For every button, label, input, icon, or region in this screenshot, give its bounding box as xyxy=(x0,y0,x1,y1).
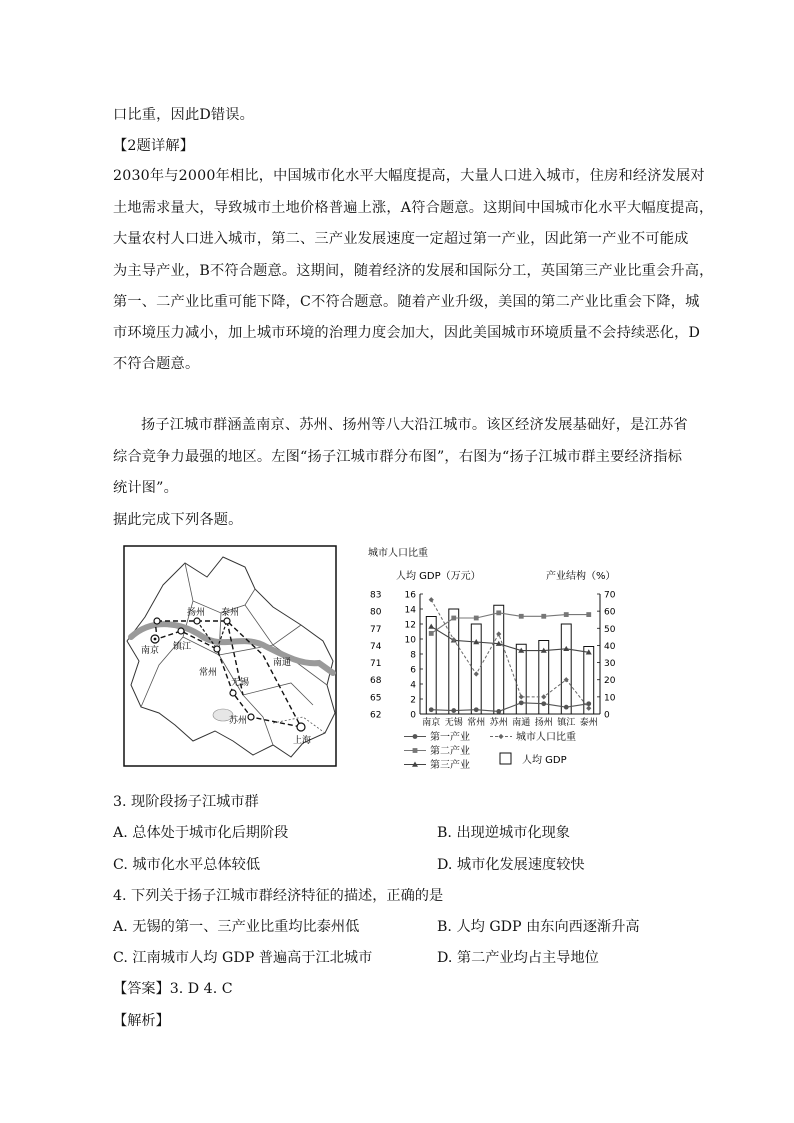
question-3: 3. 现阶段扬子江城市群 xyxy=(113,794,259,810)
map-label: 上海 xyxy=(293,736,312,746)
map-label: 南京 xyxy=(141,646,160,656)
gdp-tick-label: 8 xyxy=(410,650,416,661)
city-marker xyxy=(154,618,160,624)
industry-tick-label: 20 xyxy=(604,676,616,687)
secondary-industry-point xyxy=(586,612,591,617)
question-4: 4. 下列关于扬子江城市群经济特征的描述，正确的是 xyxy=(113,888,444,904)
city-marker xyxy=(297,723,305,731)
text-line: 口比重，因此D错误。 xyxy=(113,107,255,123)
city-marker xyxy=(214,646,220,652)
gdp-tick-label: 12 xyxy=(404,620,416,631)
pop-tick-label: 77 xyxy=(370,624,382,635)
primary-industry-point xyxy=(586,701,591,706)
secondary-industry-swatch-marker xyxy=(413,748,418,753)
category-label: 南京 xyxy=(422,718,441,728)
gdp-tick-label: 2 xyxy=(410,695,416,706)
map-label: 镇江 xyxy=(173,642,192,652)
gdp-tick-label: 14 xyxy=(404,605,416,616)
map-label: 常州 xyxy=(199,668,218,678)
instruction: 据此完成下列各题。 xyxy=(113,512,243,528)
gdp-legend-swatch xyxy=(500,753,511,764)
secondary-industry-point xyxy=(451,616,456,621)
category-label: 无锡 xyxy=(444,718,463,728)
primary-industry-point xyxy=(496,709,501,714)
primary-industry-point xyxy=(429,707,434,712)
text-line: 不符合题意。 xyxy=(113,356,200,372)
text-line: 大量农村人口进入城市，第二、三产业发展速度一定超过第一产业，因此第一产业不可能成 xyxy=(113,231,689,247)
industry-tick-label: 10 xyxy=(604,693,616,704)
category-label: 扬州 xyxy=(534,718,553,728)
pop-tick-label: 80 xyxy=(370,607,382,618)
text-line: 2030年与2000年相比，中国城市化水平大幅度提高，大量人口进入城市，住房和经济发展对 xyxy=(113,168,705,184)
pop-tick-label: 65 xyxy=(370,693,382,704)
gdp-axis-title: 人均 GDP（万元） xyxy=(396,571,481,582)
secondary-industry-point xyxy=(496,610,501,615)
option-4b: B. 人均 GDP 由东向西逐渐升高 xyxy=(437,919,640,935)
category-label: 镇江 xyxy=(557,718,576,728)
primary-industry-legend-label: 第一产业 xyxy=(430,732,470,743)
passage-line: 综合竞争力最强的地区。左图“扬子江城市群分布图”，右图为“扬子江城市群主要经济指标 xyxy=(113,449,683,465)
industry-tick-label: 60 xyxy=(604,607,616,618)
secondary-industry-legend-label: 第二产业 xyxy=(430,746,470,757)
city-marker xyxy=(194,618,200,624)
primary-industry-point xyxy=(519,700,524,705)
text-line: 为主导产业，B不符合题意。这期间，随着经济的发展和国际分工，英国第三产业比重会升高， xyxy=(113,263,714,279)
gdp-bar xyxy=(561,624,571,714)
gdp-tick-label: 10 xyxy=(404,635,416,646)
analysis-heading: 【解析】 xyxy=(113,1013,170,1029)
text-line: 第一、二产业比重可能下降，C不符合题意。随着产业升级，美国的第二产业比重会下降，城 xyxy=(113,294,700,310)
urban-population-swatch-marker xyxy=(498,734,503,739)
industry-tick-label: 30 xyxy=(604,659,616,670)
map-label: 南通 xyxy=(273,658,292,668)
primary-industry-point xyxy=(474,707,479,712)
gdp-bar xyxy=(449,609,459,714)
category-label: 泰州 xyxy=(579,718,598,728)
option-3c: C. 城市化水平总体较低 xyxy=(113,857,261,873)
industry-tick-label: 0 xyxy=(604,710,610,721)
gdp-tick-label: 16 xyxy=(404,590,416,601)
urban-population-legend-label: 城市人口比重 xyxy=(516,732,576,743)
map-label: 苏州 xyxy=(229,716,248,726)
pop-tick-label: 71 xyxy=(370,659,382,670)
map-label: 扬州 xyxy=(187,608,206,618)
city-marker xyxy=(154,638,157,641)
tertiary-industry-legend-label: 第三产业 xyxy=(430,760,470,771)
option-4a: A. 无锡的第一、三产业比重均比泰州低 xyxy=(113,919,360,935)
map-label: 泰州 xyxy=(221,608,240,618)
city-marker xyxy=(248,714,254,720)
pop-tick-label: 62 xyxy=(370,710,382,721)
answer: 【答案】3. D 4. C xyxy=(113,981,233,997)
gdp-tick-label: 6 xyxy=(410,665,416,676)
passage-line: 扬子江城市群涵盖南京、苏州、扬州等八大沿江城市。该区经济发展基础好，是江苏省 xyxy=(141,417,688,433)
industry-tick-label: 40 xyxy=(604,641,616,652)
primary-industry-swatch-marker xyxy=(413,734,418,739)
primary-industry-point xyxy=(564,705,569,710)
industry-axis-title: 产业结构（%） xyxy=(546,571,616,582)
secondary-industry-point xyxy=(519,614,524,619)
gdp-tick-label: 4 xyxy=(410,680,416,691)
pop-tick-label: 68 xyxy=(370,676,382,687)
category-label: 常州 xyxy=(467,718,486,728)
secondary-industry-point xyxy=(429,631,434,636)
option-4d: D. 第二产业均占主导地位 xyxy=(437,950,599,966)
city-marker xyxy=(224,618,230,624)
city-cluster-map xyxy=(123,545,337,767)
urban-population-point xyxy=(429,597,434,602)
gdp-tick-label: 0 xyxy=(410,710,416,721)
map-label: 无锡 xyxy=(231,678,250,688)
category-label: 南通 xyxy=(512,718,531,728)
option-3d: D. 城市化发展速度较快 xyxy=(437,857,585,873)
primary-industry-point xyxy=(451,708,456,713)
gdp-legend-label: 人均 GDP xyxy=(522,755,567,766)
pop-tick-label: 74 xyxy=(370,641,382,652)
option-3b: B. 出现逆城市化现象 xyxy=(437,825,570,841)
option-4c: C. 江南城市人均 GDP 普遍高于江北城市 xyxy=(113,950,373,966)
industry-tick-label: 70 xyxy=(604,590,616,601)
industry-tick-label: 50 xyxy=(604,624,616,635)
secondary-industry-point xyxy=(474,616,479,621)
city-marker xyxy=(230,690,236,696)
primary-industry-point xyxy=(541,701,546,706)
text-line: 土地需求量大，导致城市土地价格普遍上涨，A符合题意。这期间中国城市化水平大幅度提高， xyxy=(113,200,714,216)
passage-line: 统计图”。 xyxy=(113,480,179,496)
pop-tick-label: 83 xyxy=(370,590,382,601)
secondary-industry-point xyxy=(541,614,546,619)
gdp-bar xyxy=(494,605,504,714)
city-marker xyxy=(178,628,184,634)
text-line: 市环境压力减小，加上城市环境的治理力度会加大，因此美国城市环境质量不会持续恶化，D xyxy=(113,325,701,341)
option-3a: A. 总体处于城市化后期阶段 xyxy=(113,825,289,841)
economic-indicator-chart xyxy=(360,542,640,777)
pop-axis-title: 城市人口比重 xyxy=(368,548,428,559)
category-label: 苏州 xyxy=(489,718,508,728)
section-heading: 【2题详解】 xyxy=(113,138,195,154)
secondary-industry-point xyxy=(564,612,569,617)
